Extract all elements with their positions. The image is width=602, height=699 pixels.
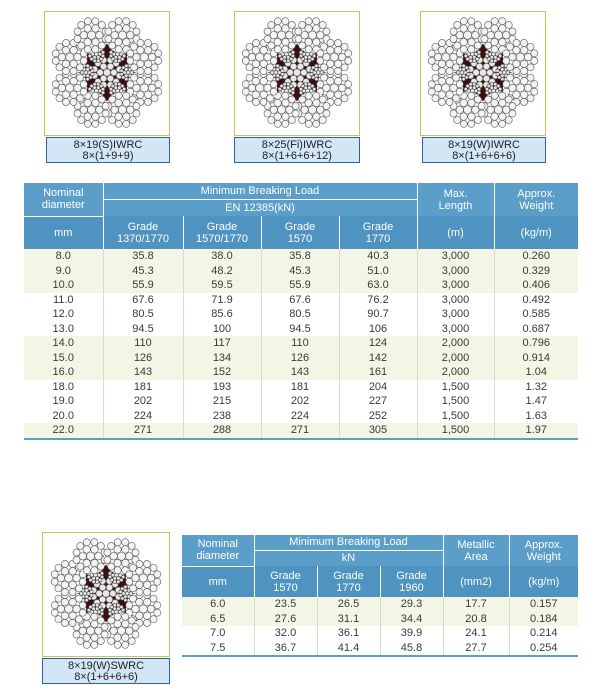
table-cell: 3,000 — [417, 249, 494, 264]
grade-header: Grade 1770 — [339, 216, 417, 249]
table-cell: 20.8 — [443, 612, 509, 627]
table-cell: 16.0 — [24, 365, 103, 380]
rope-cross-section-image — [236, 12, 358, 133]
table-cell: 142 — [339, 351, 417, 366]
table-cell: 0.585 — [494, 307, 578, 322]
table-cell: 2,000 — [417, 365, 494, 380]
table-cell: 27.7 — [443, 641, 509, 657]
table-cell: 202 — [103, 394, 183, 409]
table-cell: 55.9 — [261, 278, 339, 293]
table-cell: 224 — [103, 409, 183, 424]
table-cell: 1.97 — [494, 423, 578, 439]
table-row — [24, 307, 578, 322]
table-cell: 193 — [183, 380, 261, 395]
table-cell: 1.32 — [494, 380, 578, 395]
table-cell: 124 — [339, 336, 417, 351]
table-cell: 117 — [183, 336, 261, 351]
table-cell: 143 — [103, 365, 183, 380]
table-row — [24, 264, 578, 279]
table-row — [24, 394, 578, 409]
table-cell: 11.0 — [24, 293, 103, 308]
table-cell: 41.4 — [317, 641, 380, 657]
rope-label-line2: 8×(1+6+6+12) — [262, 150, 332, 162]
table-cell: 227 — [339, 394, 417, 409]
table-cell: 3,000 — [417, 307, 494, 322]
table-row — [182, 612, 578, 627]
header-approx-weight: Approx. Weight — [494, 183, 578, 216]
grade-header: Grade 1960 — [380, 566, 443, 597]
table-cell: 0.492 — [494, 293, 578, 308]
table-cell: 17.7 — [443, 597, 509, 612]
table-cell: 26.5 — [317, 597, 380, 612]
table-cell: 90.7 — [339, 307, 417, 322]
table-cell: 29.3 — [380, 597, 443, 612]
rope-label-1 — [46, 137, 170, 163]
header-minimum-breaking-load: Minimum Breaking Load EN 12385(kN) — [103, 183, 417, 216]
table-row — [24, 423, 578, 439]
table-cell: 3,000 — [417, 278, 494, 293]
table-cell: 35.8 — [103, 249, 183, 264]
table-cell: 14.0 — [24, 336, 103, 351]
table-cell: 181 — [103, 380, 183, 395]
table-cell: 3,000 — [417, 293, 494, 308]
table-cell: 67.6 — [103, 293, 183, 308]
unit-mm: mm — [182, 566, 254, 597]
table-row — [24, 380, 578, 395]
table-cell: 134 — [183, 351, 261, 366]
table-cell: 12.0 — [24, 307, 103, 322]
table-row — [24, 322, 578, 337]
table-cell: 15.0 — [24, 351, 103, 366]
table-cell: 22.0 — [24, 423, 103, 439]
table-cell: 7.5 — [182, 641, 254, 657]
table-row — [24, 249, 578, 264]
table-cell: 85.6 — [183, 307, 261, 322]
header-nominal-diameter: Nominal diameter — [182, 535, 254, 566]
table-cell: 51.0 — [339, 264, 417, 279]
table-cell: 252 — [339, 409, 417, 424]
table-cell: 40.3 — [339, 249, 417, 264]
rope-cross-section-image — [44, 533, 168, 654]
header-minimum-breaking-load: Minimum Breaking Load kN — [254, 535, 443, 566]
rope-label-line2: 8×(1+9+9) — [82, 150, 134, 162]
table-cell: 67.6 — [261, 293, 339, 308]
table-cell: 204 — [339, 380, 417, 395]
rope-cross-section-image — [46, 12, 168, 133]
table-cell: 1.63 — [494, 409, 578, 424]
rope-label-4 — [42, 658, 170, 684]
table-cell: 202 — [261, 394, 339, 409]
table-cell: 39.9 — [380, 626, 443, 641]
rope-label-line1: 8×19(W)SWRC — [67, 660, 145, 672]
rope-image-box-4 — [42, 532, 170, 657]
table-cell: 13.0 — [24, 322, 103, 337]
table-cell: 271 — [103, 423, 183, 439]
table-cell: 23.5 — [254, 597, 317, 612]
table-cell: 110 — [103, 336, 183, 351]
table-cell: 100 — [183, 322, 261, 337]
table-cell: 45.3 — [261, 264, 339, 279]
header-nominal-diameter: Nominal diameter — [24, 183, 103, 216]
table-cell: 0.254 — [509, 641, 578, 657]
table-cell: 161 — [339, 365, 417, 380]
table-row — [24, 365, 578, 380]
rope-image-box-3 — [420, 11, 546, 136]
table-cell: 288 — [183, 423, 261, 439]
table-cell: 2,000 — [417, 351, 494, 366]
table-row — [182, 597, 578, 612]
rope-label-line2: 8×(1+6+6+6) — [452, 150, 516, 162]
table-cell: 45.3 — [103, 264, 183, 279]
table-cell: 1,500 — [417, 423, 494, 439]
table-cell: 55.9 — [103, 278, 183, 293]
table-cell: 94.5 — [103, 322, 183, 337]
table-cell: 224 — [261, 409, 339, 424]
header-approx-weight: Approx. Weight — [509, 535, 578, 566]
table-cell: 31.1 — [317, 612, 380, 627]
table-cell: 1.04 — [494, 365, 578, 380]
table-cell: 0.214 — [509, 626, 578, 641]
table-cell: 24.1 — [443, 626, 509, 641]
table-row — [182, 626, 578, 641]
table-cell: 0.329 — [494, 264, 578, 279]
table-cell: 10.0 — [24, 278, 103, 293]
table-cell: 36.7 — [254, 641, 317, 657]
table-cell: 238 — [183, 409, 261, 424]
table-cell: 35.8 — [261, 249, 339, 264]
table-cell: 0.157 — [509, 597, 578, 612]
unit-kgm: (kg/m) — [494, 216, 578, 249]
table-cell: 0.914 — [494, 351, 578, 366]
rope-image-box-2 — [234, 11, 360, 136]
table-cell: 2,000 — [417, 336, 494, 351]
table-cell: 305 — [339, 423, 417, 439]
table-cell: 143 — [261, 365, 339, 380]
table-cell: 215 — [183, 394, 261, 409]
table-cell: 1.47 — [494, 394, 578, 409]
rope-cross-section-image — [422, 12, 544, 133]
rope-label-2 — [234, 137, 360, 163]
table-cell: 38.0 — [183, 249, 261, 264]
table-cell: 3,000 — [417, 322, 494, 337]
table-cell: 20.0 — [24, 409, 103, 424]
table-cell: 126 — [261, 351, 339, 366]
table-cell: 6.0 — [182, 597, 254, 612]
table-cell: 63.0 — [339, 278, 417, 293]
table-cell: 36.1 — [317, 626, 380, 641]
table-cell: 0.406 — [494, 278, 578, 293]
table-cell: 152 — [183, 365, 261, 380]
breaking-load-table-small — [182, 535, 578, 657]
table-cell: 27.6 — [254, 612, 317, 627]
table-cell: 1,500 — [417, 380, 494, 395]
grade-header: Grade 1570 — [261, 216, 339, 249]
table-cell: 126 — [103, 351, 183, 366]
table-cell: 59.5 — [183, 278, 261, 293]
table-cell: 80.5 — [261, 307, 339, 322]
table-row — [182, 641, 578, 657]
table-cell: 32.0 — [254, 626, 317, 641]
table-cell: 19.0 — [24, 394, 103, 409]
table-row — [24, 278, 578, 293]
table-cell: 80.5 — [103, 307, 183, 322]
rope-label-line1: 8×25(Fi)IWRC — [261, 139, 333, 151]
table-cell: 1,500 — [417, 409, 494, 424]
unit-m: (m) — [417, 216, 494, 249]
grade-header: Grade 1570 — [254, 566, 317, 597]
table-cell: 6.5 — [182, 612, 254, 627]
rope-image-box-1 — [44, 11, 170, 136]
table-row — [24, 351, 578, 366]
grade-header: Grade 1770 — [317, 566, 380, 597]
breaking-load-table — [24, 183, 578, 440]
table-cell: 181 — [261, 380, 339, 395]
header-max-length: Max. Length — [417, 183, 494, 216]
rope-label-line1: 8×19(S)IWRC — [73, 139, 143, 151]
table-cell: 48.2 — [183, 264, 261, 279]
grade-header: Grade 1570/1770 — [183, 216, 261, 249]
table-cell: 45.8 — [380, 641, 443, 657]
table-cell: 0.687 — [494, 322, 578, 337]
rope-label-line2: 8×(1+6+6+6) — [74, 671, 138, 683]
table-cell: 110 — [261, 336, 339, 351]
table-cell: 34.4 — [380, 612, 443, 627]
table-cell: 1,500 — [417, 394, 494, 409]
grade-header: Grade 1370/1770 — [103, 216, 183, 249]
table-cell: 106 — [339, 322, 417, 337]
unit-kgm: (kg/m) — [509, 566, 578, 597]
table-cell: 7.0 — [182, 626, 254, 641]
rope-label-line1: 8×19(W)IWRC — [448, 139, 520, 151]
table-cell: 3,000 — [417, 264, 494, 279]
unit-mm2: (mm2) — [443, 566, 509, 597]
table-cell: 94.5 — [261, 322, 339, 337]
table-cell: 76.2 — [339, 293, 417, 308]
table-cell: 8.0 — [24, 249, 103, 264]
rope-label-3 — [422, 137, 546, 163]
table-cell: 18.0 — [24, 380, 103, 395]
table-cell: 71.9 — [183, 293, 261, 308]
table-row — [24, 336, 578, 351]
table-row — [24, 409, 578, 424]
table-cell: 0.796 — [494, 336, 578, 351]
table-cell: 9.0 — [24, 264, 103, 279]
table-cell: 0.184 — [509, 612, 578, 627]
header-metallic-area: Metallic Area — [443, 535, 509, 566]
table-cell: 0.260 — [494, 249, 578, 264]
table-cell: 271 — [261, 423, 339, 439]
unit-mm: mm — [24, 216, 103, 249]
table-row — [24, 293, 578, 308]
